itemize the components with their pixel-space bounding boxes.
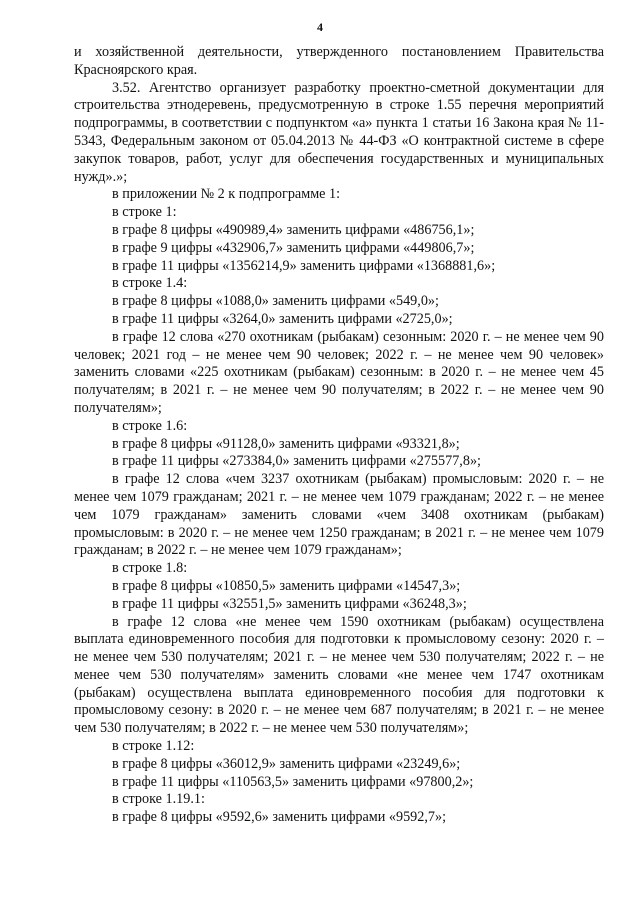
paragraph-row-1-col-9: в графе 9 цифры «432906,7» заменить цифрами «449806,7»; [112,239,475,256]
paragraph-row-1-8-col-11: в графе 11 цифры «32551,5» заменить цифрами «36248,3»; [112,595,467,612]
paragraph-row-1-4-col-11: в графе 11 цифры «3264,0» заменить цифрами «2725,0»; [112,310,453,327]
paragraph-row-1-8-col-8: в графе 8 цифры «10850,5» заменить цифрами «14547,3»; [112,577,461,594]
paragraph-row-1-col-8: в графе 8 цифры «490989,4» заменить цифрами «486756,1»; [112,221,475,238]
paragraph-row-1-6-col-11: в графе 11 цифры «273384,0» заменить цифрами «275577,8»; [112,453,481,470]
page-number: 4 [317,20,323,34]
paragraph-row-1-4-col-12: в графе 12 слова «270 охотникам (рыбакам) сезонным: 2020 г. – не менее чем 90 человек; 2021 год – не менее чем 90 человек; 2022 г. – не менее чем 90 человек» заменить словами «225 охотникам (рыбакам) сезонным: в 2020 г. – не менее чем 45 получателям; в 2021 г. – не менее чем 90 получателям; в 2022 г. – не менее чем 90 получателям»; [74,328,604,416]
document-body [74,44,604,827]
paragraph-row-1-6: в строке 1.6: [112,417,188,434]
paragraph-continuation: и хозяйственной деятельности, утвержденного постановлением Правительства Красноярского края. [74,44,604,78]
paragraph-appendix-2: в приложении № 2 к подпрограмме 1: [112,186,341,203]
paragraph-row-1-6-col-12: в графе 12 слова «чем 3237 охотникам (рыбакам) промысловым: 2020 г. – не менее чем 1079 гражданам; 2021 г. – не менее чем 1079 гражданам; 2022 г. – не менее чем 1079 гражданам» заменить словами «чем 3408 охотникам (рыбакам) промысловым: в 2020 г. – не менее чем 1250 гражданам; в 2021 г. – не менее чем 1079 гражданам; в 2022 г. – не менее чем 1079 гражданам»; [74,471,604,559]
paragraph-row-1-19-1: в строке 1.19.1: [112,791,205,808]
paragraph-row-1-12: в строке 1.12: [112,738,195,755]
paragraph-row-1-4: в строке 1.4: [112,275,188,292]
paragraph-row-1-4-col-8: в графе 8 цифры «1088,0» заменить цифрами «549,0»; [112,293,439,310]
paragraph-row-1-8-col-12: в графе 12 слова «не менее чем 1590 охотникам (рыбакам) осуществлена выплата единовременного пособия для подготовки к промысловому сезону: 2020 г. – не менее чем 530 получателям; 2021 г. – не менее чем 530 получателям; 2022 г. – не менее чем 530 получателям» заменить словами «не менее чем 1747 охотникам (рыбакам) осуществлена выплата единовременного пособия для подготовки к промысловому сезону: в 2020 г. – не менее чем 687 получателям; в 2021 г. – не менее чем 530 получателям; в 2022 г. – не менее чем 530 получателям»; [74,613,604,737]
paragraph-row-1-col-11: в графе 11 цифры «1356214,9» заменить цифрами «1368881,6»; [112,257,496,274]
paragraph-row-1-12-col-8: в графе 8 цифры «36012,9» заменить цифрами «23249,6»; [112,755,461,772]
paragraph-3-52: 3.52. Агентство организует разработку проектно-сметной документации для строительства этнодеревень, предусмотренную в строке 1.55 перечня мероприятий подпрограммы, в соответствии с подпунктом «а» пункта 1 статьи 16 Закона края № 11-5343, Федеральным законом от 05.04.2013 № 44-ФЗ «О контрактной системе в сфере закупок товаров, работ, услуг для обеспечения государственных и муниципальных нужд».»; [74,79,604,185]
paragraph-row-1-6-col-8: в графе 8 цифры «91128,0» заменить цифрами «93321,8»; [112,435,460,452]
paragraph-row-1: в строке 1: [112,204,177,221]
paragraph-row-1-19-1-col-8: в графе 8 цифры «9592,6» заменить цифрами «9592,7»; [112,809,447,826]
paragraph-row-1-12-col-11: в графе 11 цифры «110563,5» заменить цифрами «97800,2»; [112,773,474,790]
paragraph-row-1-8: в строке 1.8: [112,560,188,577]
